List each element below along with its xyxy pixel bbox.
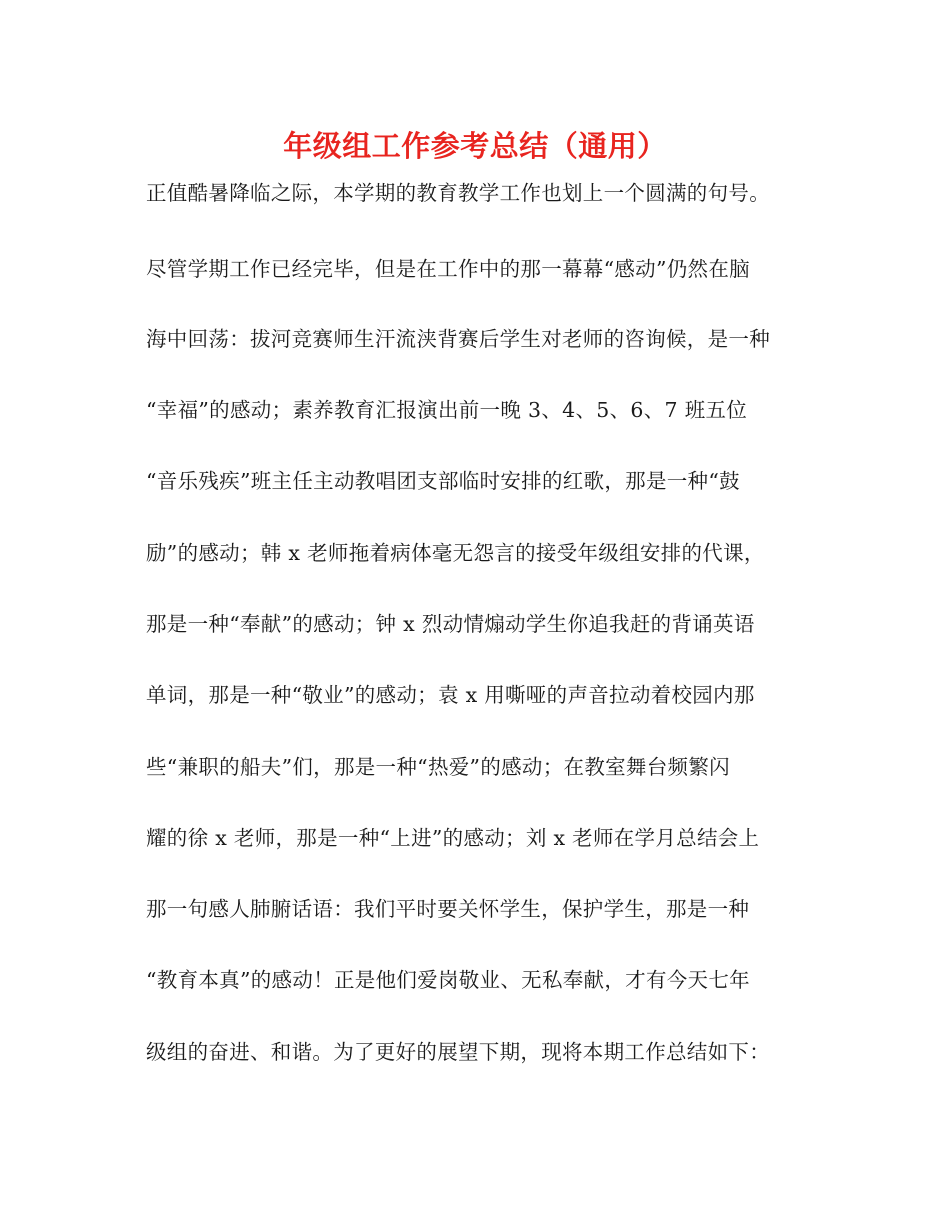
- paragraph-line: 级组的奋进、和谐。为了更好的展望下期，现将本期工作总结如下：: [146, 1040, 770, 1064]
- document-title: 年级组工作参考总结（通用）: [283, 129, 667, 163]
- paragraph-line: 些“兼职的船夫”们，那是一种“热爱”的感动；在教室舞台频繁闪: [146, 755, 730, 779]
- paragraph-line: 尽管学期工作已经完毕，但是在工作中的那一幕幕“感动”仍然在脑: [146, 257, 750, 281]
- paragraph-line: 海中回荡：拔河竞赛师生汗流浃背赛后学生对老师的咨询候，是一种: [146, 327, 770, 351]
- paragraph-line: 励”的感动；韩 x 老师拖着病体毫无怨言的接受年级组安排的代课，: [146, 541, 765, 565]
- paragraph-line: 单词，那是一种“敬业”的感动；袁 x 用嘶哑的声音拉动着校园内那: [146, 683, 755, 707]
- paragraph-line: 那一句感人肺腑话语：我们平时要关怀学生，保护学生，那是一种: [146, 897, 750, 921]
- paragraph-line: “音乐残疾”班主任主动教唱团支部临时安排的红歌，那是一种“鼓: [146, 469, 740, 493]
- paragraph-line: “幸福”的感动；素养教育汇报演出前一晚 3、4、5、6、7 班五位: [146, 398, 748, 422]
- paragraph-line: 那是一种“奉献”的感动；钟 x 烈动情煽动学生你追我赶的背诵英语: [146, 612, 755, 636]
- paragraph-line: 正值酷暑降临之际，本学期的教育教学工作也划上一个圆满的句号。: [146, 181, 770, 205]
- paragraph-line: “教育本真”的感动！正是他们爱岗敬业、无私奉献，才有今天七年: [146, 968, 750, 992]
- paragraph-line: 耀的徐 x 老师，那是一种“上进”的感动；刘 x 老师在学月总结会上: [146, 826, 760, 850]
